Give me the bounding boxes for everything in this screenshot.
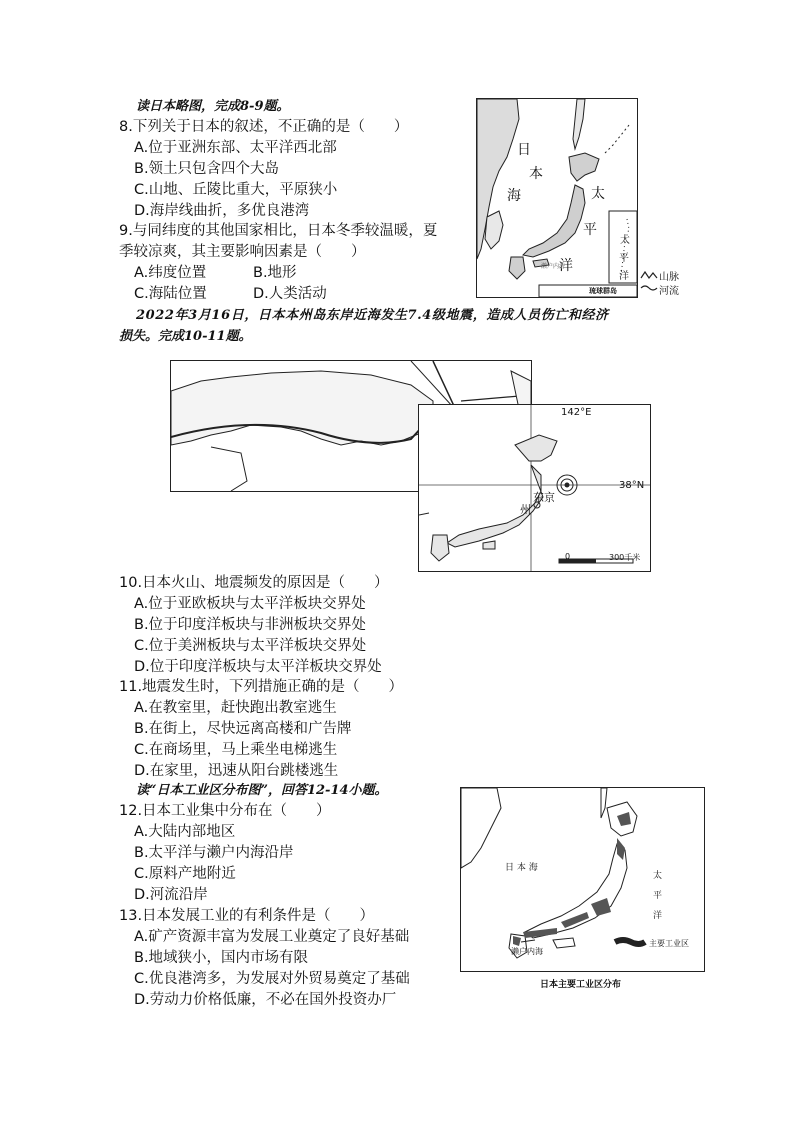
legend-mountain-label: 山脉	[659, 272, 679, 283]
question-13-option-d: D.劳动力价格低廉，不必在国外投资办厂	[134, 992, 397, 1008]
industrial-area-legend-label: 主要工业区	[649, 939, 689, 948]
instruction-12-14: 读“日本工业区分布图”，回答12-14小题。	[136, 783, 388, 798]
scale-distance-label: 300千米	[609, 553, 641, 562]
pacific-ocean-label-3: 洋	[559, 258, 573, 274]
ryukyu-islands-label: 琉球群岛	[589, 287, 617, 295]
question-10-stem: 10.日本火山、地震频发的原因是（ ）	[119, 575, 389, 591]
question-9-option-d: D.人类活动	[253, 286, 327, 302]
longitude-label: 142°E	[561, 407, 592, 418]
instruction-8-9: 读日本略图，完成8-9题。	[136, 99, 290, 114]
question-8-option-b: B.领土只包含四个大岛	[134, 161, 280, 177]
instruction-10-11-line2: 损失。完成10-11题。	[119, 329, 252, 344]
pacific-ocean-label-2: 平	[583, 222, 597, 238]
seto-inland-sea-label: 濑户内海	[511, 947, 543, 956]
inset-label-2: 平	[619, 253, 629, 264]
sea-of-japan-label-3: 海	[507, 188, 521, 204]
question-11-option-b: B.在街上，尽快远离高楼和广告牌	[134, 721, 352, 737]
industrial-areas-map	[460, 787, 705, 972]
question-8-option-c: C.山地、丘陵比重大，平原狭小	[134, 182, 338, 198]
tokyo-label: 东京	[533, 491, 555, 504]
question-12-option-a: A.大陆内部地区	[134, 824, 236, 840]
question-9-option-b: B.地形	[253, 265, 297, 281]
sea-of-japan-label-1: 日	[517, 142, 531, 158]
question-13-option-c: C.优良港湾多，为发展对外贸易奠定了基础	[134, 971, 410, 987]
earthquake-location-drawing	[419, 405, 650, 571]
scale-zero-label: 0	[565, 552, 571, 561]
sea-of-japan-label-2: 本	[529, 166, 543, 182]
question-12-option-b: B.太平洋与濑户内海沿岸	[134, 845, 294, 861]
mountain-and-river-legend-icon	[640, 268, 658, 294]
question-12-option-c: C.原料产地附近	[134, 866, 236, 882]
question-10-option-d: D.位于印度洋板块与太平洋板块交界处	[134, 659, 382, 675]
question-12-stem: 12.日本工业集中分布在（ ）	[119, 803, 331, 819]
earthquake-location-map	[418, 404, 651, 572]
question-9-stem-line1: 9.与同纬度的其他国家相比，日本冬季较温暖，夏	[119, 223, 438, 239]
question-10-option-c: C.位于美洲板块与太平洋板块交界处	[134, 638, 367, 654]
legend-river-label: 河流	[659, 286, 679, 297]
latitude-label: 38°N	[619, 480, 645, 491]
instruction-10-11-line1: 2022年3月16日，日本本州岛东岸近海发生7.4级地震，造成人员伤亡和经济	[136, 308, 609, 323]
question-12-option-d: D.河流沿岸	[134, 887, 208, 903]
question-8-option-a: A.位于亚洲东部、太平洋西北部	[134, 140, 337, 156]
question-11-option-a: A.在教室里，赶快跑出教室逃生	[134, 700, 337, 716]
sea-of-japan-label: 日 本 海	[505, 863, 538, 873]
seto-inland-sea-small-label: 濑户内海	[541, 263, 566, 270]
pacific-label-3: 洋	[653, 911, 663, 921]
question-9-stem-line2: 季较凉爽，其主要影响因素是（ ）	[119, 244, 366, 260]
pacific-label-1: 太	[653, 871, 663, 881]
inset-label-3: 洋	[619, 271, 629, 282]
japan-sketch-map	[476, 98, 638, 298]
question-13-option-a: A.矿产资源丰富为发展工业奠定了良好基础	[134, 929, 410, 945]
question-11-option-d: D.在家里，迅速从阳台跳楼逃生	[134, 763, 339, 779]
question-9-option-a: A.纬度位置	[134, 265, 207, 281]
honshu-label: 州	[520, 503, 531, 516]
question-13-option-b: B.地域狭小，国内市场有限	[134, 950, 309, 966]
question-10-option-b: B.位于印度洋板块与非洲板块交界处	[134, 617, 367, 633]
question-11-stem: 11.地震发生时，下列措施正确的是（ ）	[119, 679, 404, 695]
question-8-option-d: D.海岸线曲折，多优良港湾	[134, 203, 310, 219]
pacific-ocean-label-1: 太	[591, 186, 605, 202]
question-13-stem: 13.日本发展工业的有利条件是（ ）	[119, 908, 375, 924]
question-11-option-c: C.在商场里，马上乘坐电梯逃生	[134, 742, 338, 758]
inset-label-1: 太	[620, 235, 630, 246]
question-8-stem: 8.下列关于日本的叙述，不正确的是（ ）	[119, 119, 409, 135]
pacific-label-2: 平	[653, 891, 663, 901]
industrial-map-caption: 日本主要工业区分布	[540, 980, 622, 990]
question-10-option-a: A.位于亚欧板块与太平洋板块交界处	[134, 596, 366, 612]
question-9-option-c: C.海陆位置	[134, 286, 207, 302]
